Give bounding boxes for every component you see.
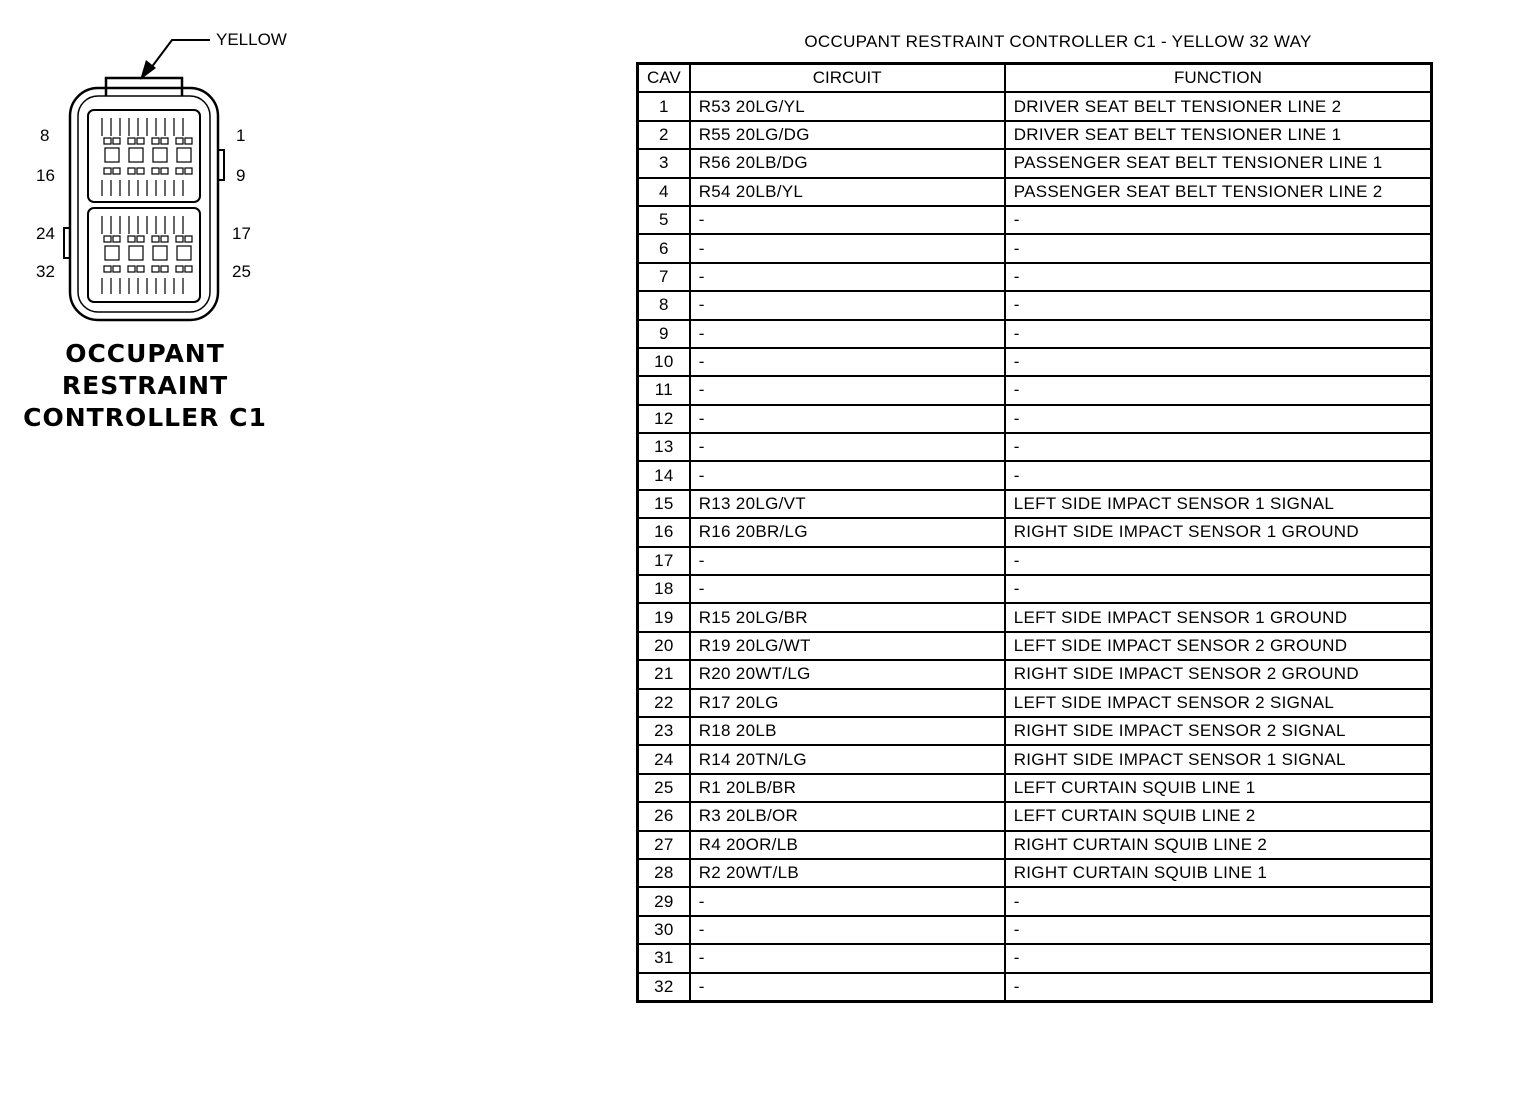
pin-label-1: 1 — [236, 126, 246, 145]
cavity — [152, 236, 159, 242]
table-row — [638, 745, 1432, 773]
circuit-cell: - — [690, 320, 1005, 348]
cav-cell: 19 — [638, 603, 690, 631]
cav-cell: 11 — [638, 376, 690, 404]
table-row — [638, 376, 1432, 404]
connector-diagram — [0, 0, 320, 460]
table-header-row — [638, 64, 1432, 93]
function-cell: PASSENGER SEAT BELT TENSIONER LINE 2 — [1005, 178, 1432, 206]
cav-cell: 15 — [638, 490, 690, 518]
table-row — [638, 547, 1432, 575]
table-row — [638, 632, 1432, 660]
circuit-cell: R16 20BR/LG — [690, 518, 1005, 546]
cav-cell: 30 — [638, 916, 690, 944]
table-row — [638, 433, 1432, 461]
cav-cell: 9 — [638, 320, 690, 348]
cavity — [153, 246, 167, 260]
circuit-cell: - — [690, 263, 1005, 291]
pin-label-24: 24 — [36, 224, 55, 243]
table-row — [638, 973, 1432, 1002]
cavity — [161, 236, 168, 242]
circuit-cell: R55 20LG/DG — [690, 121, 1005, 149]
function-cell: LEFT CURTAIN SQUIB LINE 1 — [1005, 774, 1432, 802]
function-cell: - — [1005, 916, 1432, 944]
function-cell: LEFT CURTAIN SQUIB LINE 2 — [1005, 802, 1432, 830]
circuit-cell: R4 20OR/LB — [690, 831, 1005, 859]
cav-cell: 22 — [638, 689, 690, 717]
circuit-cell: R53 20LG/YL — [690, 92, 1005, 120]
circuit-cell: R14 20TN/LG — [690, 745, 1005, 773]
cav-cell: 5 — [638, 206, 690, 234]
cav-cell: 27 — [638, 831, 690, 859]
function-cell: RIGHT CURTAIN SQUIB LINE 1 — [1005, 859, 1432, 887]
function-cell: RIGHT CURTAIN SQUIB LINE 2 — [1005, 831, 1432, 859]
cavity — [137, 138, 144, 144]
function-cell: - — [1005, 887, 1432, 915]
cav-cell: 25 — [638, 774, 690, 802]
circuit-cell: - — [690, 234, 1005, 262]
cavity — [113, 138, 120, 144]
cavity — [104, 236, 111, 242]
circuit-cell: R19 20LG/WT — [690, 632, 1005, 660]
connector-name — [20, 338, 270, 434]
cav-cell: 16 — [638, 518, 690, 546]
table-row — [638, 802, 1432, 830]
circuit-cell: R3 20LB/OR — [690, 802, 1005, 830]
function-cell: LEFT SIDE IMPACT SENSOR 1 SIGNAL — [1005, 490, 1432, 518]
circuit-cell: - — [690, 206, 1005, 234]
cav-cell: 1 — [638, 92, 690, 120]
function-cell: - — [1005, 348, 1432, 376]
circuit-cell: - — [690, 433, 1005, 461]
function-cell: - — [1005, 234, 1432, 262]
function-cell: - — [1005, 575, 1432, 603]
circuit-cell: - — [690, 376, 1005, 404]
function-cell: RIGHT SIDE IMPACT SENSOR 1 SIGNAL — [1005, 745, 1432, 773]
cav-cell: 2 — [638, 121, 690, 149]
pin-label-32: 32 — [36, 262, 55, 281]
header-function: FUNCTION — [1005, 64, 1432, 93]
cavity — [113, 266, 120, 272]
cavity — [152, 168, 159, 174]
cavity — [176, 168, 183, 174]
circuit-cell: R1 20LB/BR — [690, 774, 1005, 802]
cavity — [153, 148, 167, 162]
cavity — [176, 236, 183, 242]
circuit-cell: R18 20LB — [690, 717, 1005, 745]
circuit-cell: R13 20LG/VT — [690, 490, 1005, 518]
cav-cell: 4 — [638, 178, 690, 206]
circuit-cell: R2 20WT/LB — [690, 859, 1005, 887]
table-row — [638, 603, 1432, 631]
header-cav: CAV — [638, 64, 690, 93]
cavity — [113, 236, 120, 242]
connector-name-line: OCCUPANT — [65, 339, 225, 368]
cav-cell: 24 — [638, 745, 690, 773]
cavity — [185, 168, 192, 174]
cavity — [161, 266, 168, 272]
function-cell: - — [1005, 405, 1432, 433]
circuit-cell: - — [690, 916, 1005, 944]
table-title: OCCUPANT RESTRAINT CONTROLLER C1 - YELLOW 32 WAY — [804, 32, 1312, 51]
circuit-cell: - — [690, 944, 1005, 972]
cavity — [137, 236, 144, 242]
connector-name-line: CONTROLLER C1 — [23, 403, 267, 432]
cav-cell: 21 — [638, 660, 690, 688]
connector-housing-inner — [78, 96, 210, 312]
function-cell: - — [1005, 461, 1432, 489]
color-leader-line — [148, 40, 210, 72]
pin-label-8: 8 — [40, 126, 50, 145]
table-row — [638, 234, 1432, 262]
cavity — [104, 266, 111, 272]
cav-cell: 32 — [638, 973, 690, 1002]
function-cell: DRIVER SEAT BELT TENSIONER LINE 2 — [1005, 92, 1432, 120]
connector-cavities — [102, 118, 192, 294]
cavity — [176, 138, 183, 144]
cav-cell: 12 — [638, 405, 690, 433]
table-row — [638, 490, 1432, 518]
cav-cell: 20 — [638, 632, 690, 660]
cavity — [113, 168, 120, 174]
cavity — [129, 148, 143, 162]
pin-label-17: 17 — [232, 224, 251, 243]
cavity — [185, 266, 192, 272]
pin-label-25: 25 — [232, 262, 251, 281]
table-row — [638, 717, 1432, 745]
table-row — [638, 916, 1432, 944]
table-row — [638, 461, 1432, 489]
table-row — [638, 92, 1432, 120]
cavity — [137, 168, 144, 174]
circuit-cell: - — [690, 547, 1005, 575]
table-row — [638, 859, 1432, 887]
table-row — [638, 206, 1432, 234]
function-cell: DRIVER SEAT BELT TENSIONER LINE 1 — [1005, 121, 1432, 149]
function-cell: LEFT SIDE IMPACT SENSOR 2 SIGNAL — [1005, 689, 1432, 717]
table-row — [638, 774, 1432, 802]
cavity — [185, 236, 192, 242]
table-row — [638, 660, 1432, 688]
circuit-cell: R54 20LB/YL — [690, 178, 1005, 206]
function-cell: LEFT SIDE IMPACT SENSOR 1 GROUND — [1005, 603, 1432, 631]
function-cell: - — [1005, 263, 1432, 291]
cav-cell: 8 — [638, 291, 690, 319]
table-row — [638, 887, 1432, 915]
pin-label-9: 9 — [236, 166, 246, 185]
circuit-cell: - — [690, 887, 1005, 915]
table-row — [638, 348, 1432, 376]
function-cell: RIGHT SIDE IMPACT SENSOR 2 GROUND — [1005, 660, 1432, 688]
circuit-cell: - — [690, 291, 1005, 319]
function-cell: PASSENGER SEAT BELT TENSIONER LINE 1 — [1005, 149, 1432, 177]
table-row — [638, 944, 1432, 972]
cavity — [128, 266, 135, 272]
function-cell: - — [1005, 547, 1432, 575]
cav-cell: 13 — [638, 433, 690, 461]
cavity — [104, 168, 111, 174]
function-cell: RIGHT SIDE IMPACT SENSOR 2 SIGNAL — [1005, 717, 1432, 745]
function-cell: - — [1005, 206, 1432, 234]
cavity — [152, 266, 159, 272]
header-circuit: CIRCUIT — [690, 64, 1005, 93]
cav-cell: 17 — [638, 547, 690, 575]
cavity — [185, 138, 192, 144]
table-row — [638, 149, 1432, 177]
table-row — [638, 575, 1432, 603]
cav-cell: 6 — [638, 234, 690, 262]
cav-cell: 18 — [638, 575, 690, 603]
connector-color-label: YELLOW — [216, 30, 287, 49]
circuit-cell: - — [690, 973, 1005, 1002]
function-cell: RIGHT SIDE IMPACT SENSOR 1 GROUND — [1005, 518, 1432, 546]
table-row — [638, 263, 1432, 291]
cavity — [161, 138, 168, 144]
cavity — [105, 246, 119, 260]
connector-housing-outer — [70, 88, 218, 320]
table-row — [638, 178, 1432, 206]
cavity — [129, 246, 143, 260]
circuit-cell: - — [690, 575, 1005, 603]
function-cell: - — [1005, 433, 1432, 461]
cavity — [152, 138, 159, 144]
pinout-table — [636, 62, 1433, 1003]
function-cell: LEFT SIDE IMPACT SENSOR 2 GROUND — [1005, 632, 1432, 660]
cavity — [105, 148, 119, 162]
table-row — [638, 518, 1432, 546]
function-cell: - — [1005, 376, 1432, 404]
cavity — [177, 246, 191, 260]
table-row — [638, 320, 1432, 348]
cav-cell: 23 — [638, 717, 690, 745]
table-row — [638, 405, 1432, 433]
connector-name-line: RESTRAINT — [61, 371, 229, 400]
cav-cell: 10 — [638, 348, 690, 376]
cav-cell: 14 — [638, 461, 690, 489]
table-row — [638, 291, 1432, 319]
cav-cell: 3 — [638, 149, 690, 177]
circuit-cell: R15 20LG/BR — [690, 603, 1005, 631]
circuit-cell: - — [690, 405, 1005, 433]
cav-cell: 31 — [638, 944, 690, 972]
circuit-cell: R17 20LG — [690, 689, 1005, 717]
cavity — [177, 148, 191, 162]
cav-cell: 28 — [638, 859, 690, 887]
function-cell: - — [1005, 291, 1432, 319]
table-row — [638, 831, 1432, 859]
cav-cell: 7 — [638, 263, 690, 291]
function-cell: - — [1005, 973, 1432, 1002]
circuit-cell: - — [690, 348, 1005, 376]
cavity — [137, 266, 144, 272]
cavity — [104, 138, 111, 144]
cavity — [128, 236, 135, 242]
cav-cell: 29 — [638, 887, 690, 915]
cav-cell: 26 — [638, 802, 690, 830]
cavity — [128, 168, 135, 174]
pin-label-16: 16 — [36, 166, 55, 185]
cavity — [176, 266, 183, 272]
circuit-cell: - — [690, 461, 1005, 489]
cavity — [161, 168, 168, 174]
circuit-cell: R20 20WT/LG — [690, 660, 1005, 688]
function-cell: - — [1005, 320, 1432, 348]
function-cell: - — [1005, 944, 1432, 972]
table-row — [638, 121, 1432, 149]
circuit-cell: R56 20LB/DG — [690, 149, 1005, 177]
table-row — [638, 689, 1432, 717]
cavity — [128, 138, 135, 144]
